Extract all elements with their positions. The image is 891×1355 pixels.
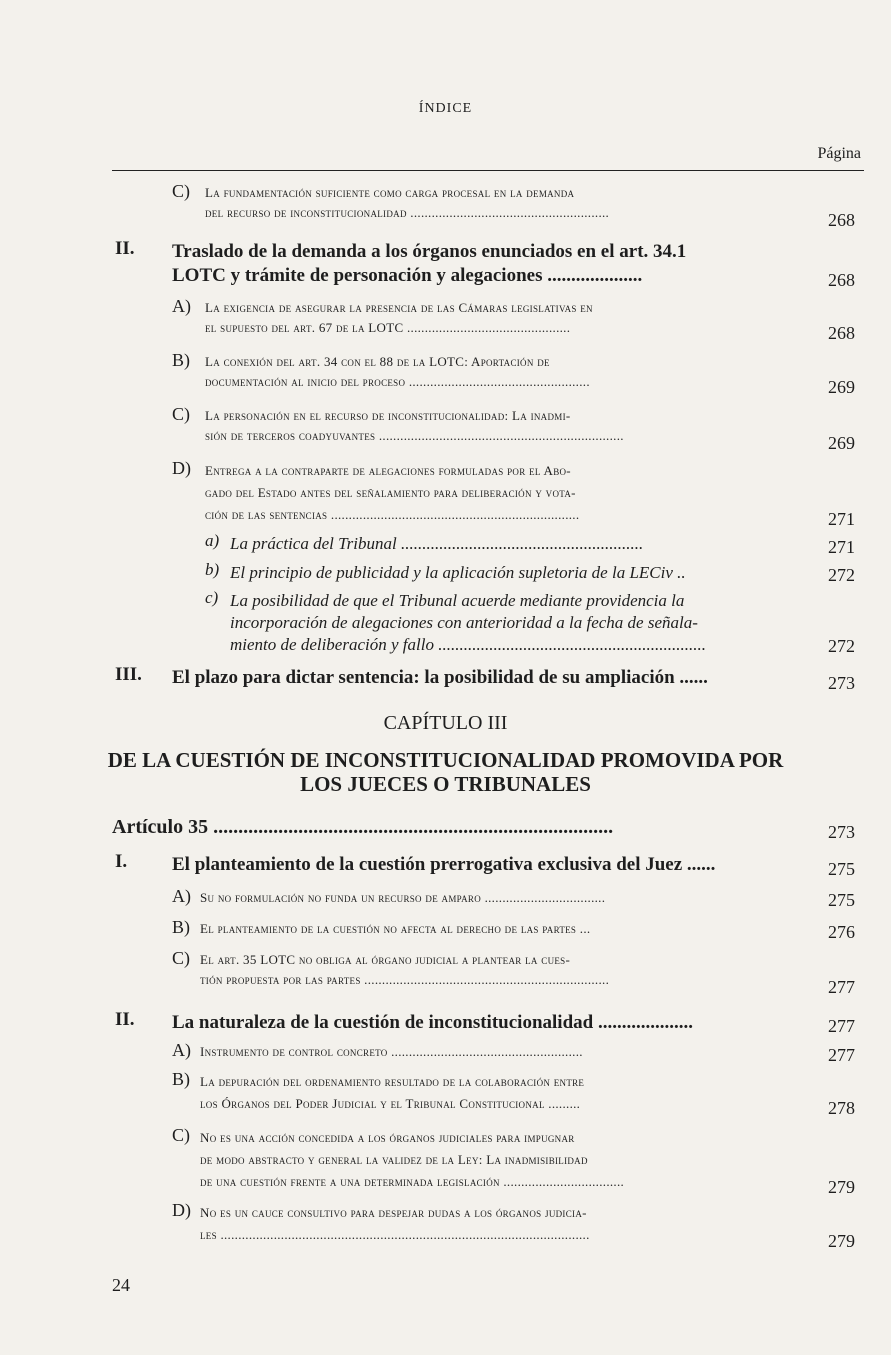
entry-marker: a): [205, 531, 220, 550]
toc-entry: [200, 950, 800, 990]
toc-entry-line: El art. 35 LOTC no obliga al órgano judicial a plantear la cues-: [200, 952, 571, 967]
toc-entry-line: de modo abstracto y general la validez de la Ley: La inadmisibilidad: [200, 1152, 588, 1167]
toc-entry: [205, 460, 800, 526]
toc-entry: [200, 1127, 800, 1193]
toc-entry-line: El planteamiento de la cuestión no afecta al derecho de las partes ...: [200, 921, 591, 936]
entry-marker: D): [172, 458, 191, 478]
toc-page-number: 278: [828, 1098, 855, 1118]
toc-entry-line: del recurso de inconstitucionalidad ........................................................: [205, 205, 610, 220]
toc-page-number: 279: [828, 1231, 855, 1251]
toc-entry-line: El principio de publicidad y la aplicación supletoria de la LECiv ..: [230, 563, 686, 582]
toc-entry: [230, 562, 800, 584]
header-rule: [112, 170, 864, 171]
toc-entry: [172, 666, 800, 690]
toc-page-number: 269: [828, 377, 855, 397]
entry-marker: A): [172, 1040, 191, 1060]
pagina-column-label: Página: [817, 145, 861, 162]
toc-entry-line: sión de terceros coadyuvantes .....................................................................: [205, 428, 624, 443]
toc-entry-line: Instrumento de control concreto ......................................................: [200, 1044, 583, 1059]
entry-marker: C): [172, 404, 190, 424]
entry-marker: B): [172, 917, 190, 937]
toc-entry-line: La posibilidad de que el Tribunal acuerde mediante providencia la: [230, 591, 685, 610]
toc-entry: [205, 406, 800, 446]
toc-entry: [200, 1042, 800, 1062]
entry-marker: B): [172, 350, 190, 370]
toc-page-number: 272: [828, 636, 855, 656]
toc-entry-line: ción de las sentencias ......................................................................: [205, 507, 580, 522]
chapter-title-line1: DE LA CUESTIÓN DE INCONSTITUCIONALIDAD PROMOVIDA POR: [107, 748, 784, 772]
entry-marker: I.: [115, 851, 128, 872]
entry-marker: C): [172, 948, 190, 968]
toc-page-number: 277: [828, 1045, 855, 1065]
toc-entry-line: Entrega a la contraparte de alegaciones formuladas por el Abo-: [205, 463, 571, 478]
toc-entry: [200, 919, 800, 939]
toc-entry: [230, 590, 800, 656]
entry-marker: D): [172, 1200, 191, 1220]
toc-entry-line: gado del Estado antes del señalamiento para deliberación y vota-: [205, 485, 576, 500]
toc-page-number: 271: [828, 537, 855, 557]
entry-marker: C): [172, 1125, 190, 1145]
toc-entry-line: La naturaleza de la cuestión de inconstitucionalidad ....................: [172, 1012, 693, 1033]
toc-entry: [200, 1202, 800, 1246]
toc-entry-line: les ........................................................................................................: [200, 1227, 590, 1242]
entry-marker: A): [172, 886, 191, 906]
toc-page-number: 268: [828, 323, 855, 343]
toc-entry: [200, 1071, 800, 1115]
toc-page-number: 273: [828, 673, 855, 693]
toc-page-number: 276: [828, 922, 855, 942]
toc-entry-line: los Órganos del Poder Judicial y el Tribunal Constitucional .........: [200, 1096, 581, 1111]
toc-entry-line: Traslado de la demanda a los órganos enunciados en el art. 34.1: [172, 241, 687, 262]
toc-entry: [172, 853, 800, 877]
toc-entry-line: La práctica del Tribunal .........................................................: [230, 534, 644, 553]
toc-entry: [205, 352, 800, 392]
toc-entry: [172, 240, 800, 288]
entry-marker: b): [205, 560, 220, 579]
toc-entry: [205, 183, 800, 223]
toc-page-number: 271: [828, 509, 855, 529]
toc-entry-line: Su no formulación no funda un recurso de amparo ..................................: [200, 890, 606, 905]
toc-entry: [200, 888, 800, 908]
toc-page-number: 268: [828, 210, 855, 230]
toc-entry-line: el supuesto del art. 67 de la LOTC ..............................................: [205, 320, 571, 335]
toc-page-number: 275: [828, 890, 855, 910]
toc-entry-line: No es una acción concedida a los órganos judiciales para impugnar: [200, 1130, 575, 1145]
toc-entry-line: El plazo para dictar sentencia: la posibilidad de su ampliación ......: [172, 667, 708, 688]
toc-entry-line: Artículo 35 ................................................................................: [112, 816, 614, 838]
entry-marker: II.: [115, 1009, 135, 1030]
toc-entry-line: tión propuesta por las partes .....................................................................: [200, 972, 610, 987]
chapter-number: CAPÍTULO III: [383, 712, 508, 734]
toc-entry-line: miento de deliberación y fallo ...............................................................: [230, 635, 706, 654]
toc-entry-line: La exigencia de asegurar la presencia de las Cámaras legislativas en: [205, 300, 593, 315]
toc-entry-line: La personación en el recurso de inconstitucionalidad: La inadmi-: [205, 408, 571, 423]
page-number: 24: [112, 1275, 130, 1295]
toc-entry-line: La depuración del ordenamiento resultado de la colaboración entre: [200, 1074, 585, 1089]
toc-page-number: 279: [828, 1177, 855, 1197]
toc-entry-line: La conexión del art. 34 con el 88 de la LOTC: Aportación de: [205, 354, 550, 369]
toc-entry: [205, 298, 800, 338]
entry-marker: A): [172, 296, 191, 316]
toc-entry-line: El planteamiento de la cuestión prerrogativa exclusiva del Juez ......: [172, 854, 716, 875]
toc-entry-line: No es un cauce consultivo para despejar dudas a los órganos judicia-: [200, 1205, 587, 1220]
toc-page-number: 277: [828, 1016, 855, 1036]
toc-page-number: 273: [828, 822, 855, 842]
toc-page-number: 277: [828, 977, 855, 997]
chapter-title-line2: LOS JUECES O TRIBUNALES: [300, 772, 591, 796]
toc-entry: [172, 1011, 800, 1035]
toc-entry-line: La fundamentación suficiente como carga procesal en la demanda: [205, 185, 575, 200]
toc-entry-line: LOTC y trámite de personación y alegaciones ....................: [172, 265, 643, 286]
entry-marker: B): [172, 1069, 190, 1089]
running-head: ÍNDICE: [418, 101, 473, 116]
toc-page-number: 272: [828, 565, 855, 585]
toc-entry-line: de una cuestión frente a una determinada legislación ..................................: [200, 1174, 625, 1189]
entry-marker: III.: [115, 664, 142, 685]
toc-entry-line: documentación al inicio del proceso ...................................................: [205, 374, 590, 389]
entry-marker: II.: [115, 238, 135, 259]
toc-page-number: 268: [828, 270, 855, 290]
toc-page-number: 275: [828, 859, 855, 879]
entry-marker: C): [172, 181, 190, 201]
entry-marker: c): [205, 588, 219, 607]
toc-entry: [112, 815, 800, 839]
toc-entry: [230, 533, 800, 555]
toc-entry-line: incorporación de alegaciones con anterioridad a la fecha de señala-: [230, 613, 698, 632]
toc-page-number: 269: [828, 433, 855, 453]
